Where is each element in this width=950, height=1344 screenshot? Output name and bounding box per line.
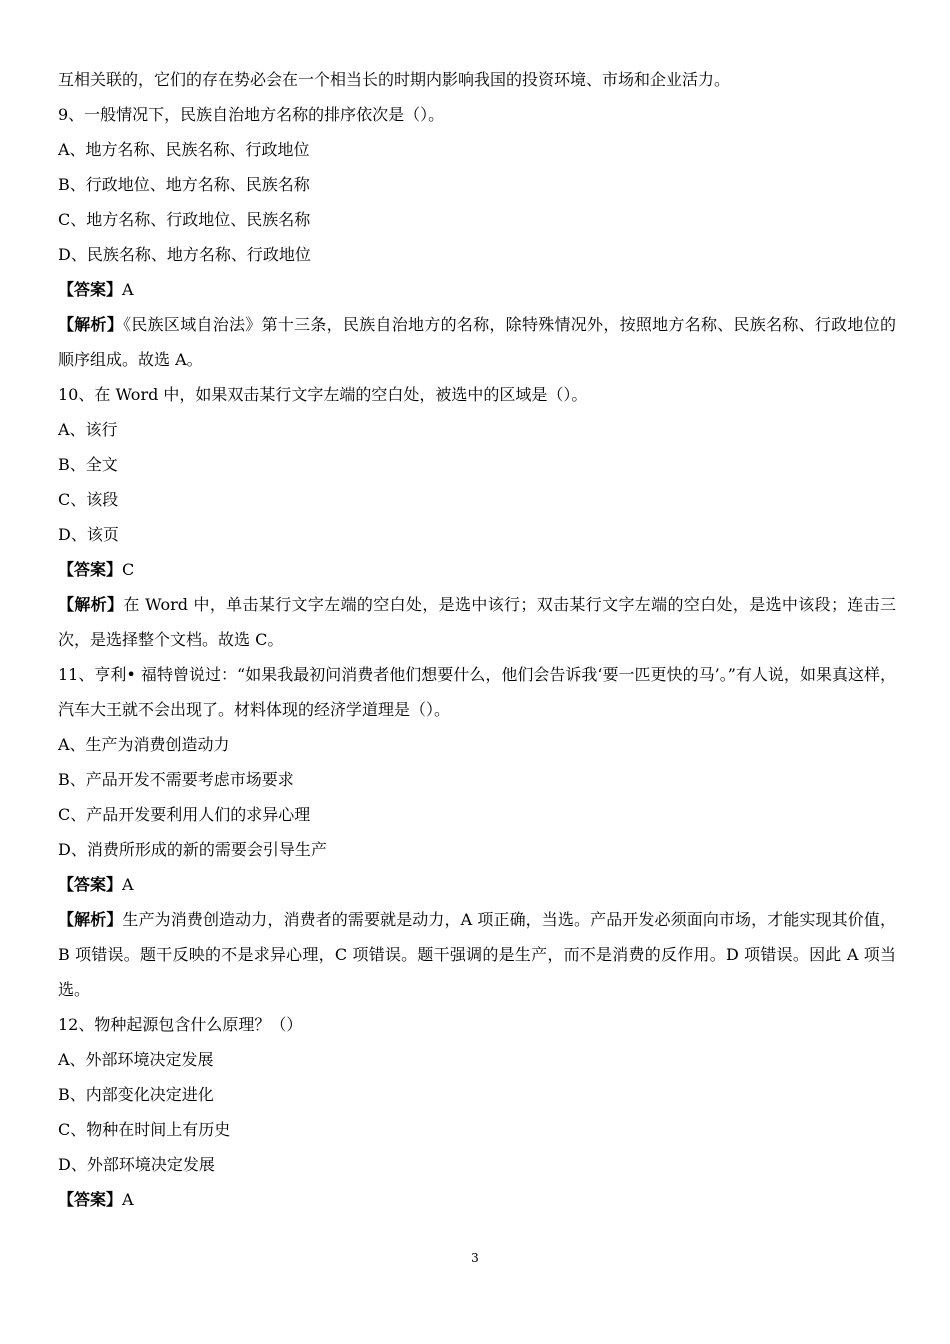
answer-value: A (122, 875, 134, 894)
option-a: A、该行 (58, 420, 118, 439)
analysis-label: 【解析】 (58, 315, 124, 334)
answer-value: A (122, 1190, 134, 1209)
answer-label: 【答案】 (58, 1190, 123, 1209)
option-a: A、地方名称、民族名称、行政地位 (58, 140, 310, 159)
lead-in-text: 互相关联的，它们的存在势必会在一个相当长的时期内影响我国的投资环境、市场和企业活力。 (58, 70, 731, 89)
page-number: 3 (471, 1251, 479, 1265)
analysis-label: 【解析】 (58, 595, 124, 614)
option-b: B、行政地位、地方名称、民族名称 (58, 175, 310, 194)
question-block (58, 97, 896, 377)
question-block (58, 377, 896, 657)
option-a: A、外部环境决定发展 (58, 1050, 214, 1069)
analysis-paragraph (58, 587, 896, 657)
answer-line (58, 272, 896, 307)
analysis-text: 《民族区域自治法》第十三条，民族自治地方的名称，除特殊情况外，按照地方名称、民族名称、行政地位的顺序组成。故选 A。 (58, 315, 896, 369)
option-c: C、产品开发要利用人们的求异心理 (58, 805, 311, 824)
option-c: C、该段 (58, 490, 119, 509)
answer-label: 【答案】 (58, 560, 123, 579)
answer-line (58, 552, 896, 587)
document-page (58, 62, 896, 1217)
option-d: D、外部环境决定发展 (58, 1155, 215, 1174)
answer-value: A (122, 280, 134, 299)
question-stem: 12、物种起源包含什么原理？（） (58, 1015, 303, 1034)
option-d: D、民族名称、地方名称、行政地位 (58, 245, 311, 264)
answer-label: 【答案】 (58, 280, 123, 299)
question-stem: 9、一般情况下，民族自治地方名称的排序依次是（）。 (58, 105, 445, 124)
option-b: B、内部变化决定进化 (58, 1085, 214, 1104)
option-d: D、消费所形成的新的需要会引导生产 (58, 840, 327, 859)
question-stem: 11、亨利• 福特曾说过：“如果我最初问消费者他们想要什么，他们会告诉我‘要一匹更快的马’。”有人说，如果真这样，汽车大王就不会出现了。材料体现的经济学道理是（）。 (58, 665, 896, 719)
option-d: D、该页 (58, 525, 119, 544)
option-c: C、地方名称、行政地位、民族名称 (58, 210, 311, 229)
analysis-text: 在 Word 中，单击某行文字左端的空白处，是选中该行；双击某行文字左端的空白处，是选中该段；连击三次，是选择整个文档。故选 C。 (58, 595, 896, 649)
analysis-paragraph (58, 307, 896, 377)
option-b: B、产品开发不需要考虑市场要求 (58, 770, 294, 789)
answer-value: C (122, 560, 135, 579)
question-stem: 10、在 Word 中，如果双击某行文字左端的空白处，被选中的区域是（）。 (58, 385, 588, 404)
option-a: A、生产为消费创造动力 (58, 735, 230, 754)
question-block (58, 657, 896, 1007)
analysis-text: 生产为消费创造动力，消费者的需要就是动力，A 项正确，当选。产品开发必须面向市场，才能实现其价值，B 项错误。题干反映的不是求异心理，C 项错误。题干强调的是生产，而不是消费的反作用。D 项错误。因此 A 项当选。 (58, 910, 896, 999)
option-b: B、全文 (58, 455, 118, 474)
question-block (58, 1007, 896, 1217)
analysis-label: 【解析】 (58, 910, 123, 929)
option-c: C、物种在时间上有历史 (58, 1120, 231, 1139)
analysis-paragraph (58, 902, 896, 1007)
answer-label: 【答案】 (58, 875, 123, 894)
answer-line (58, 867, 896, 902)
answer-line (58, 1182, 896, 1217)
